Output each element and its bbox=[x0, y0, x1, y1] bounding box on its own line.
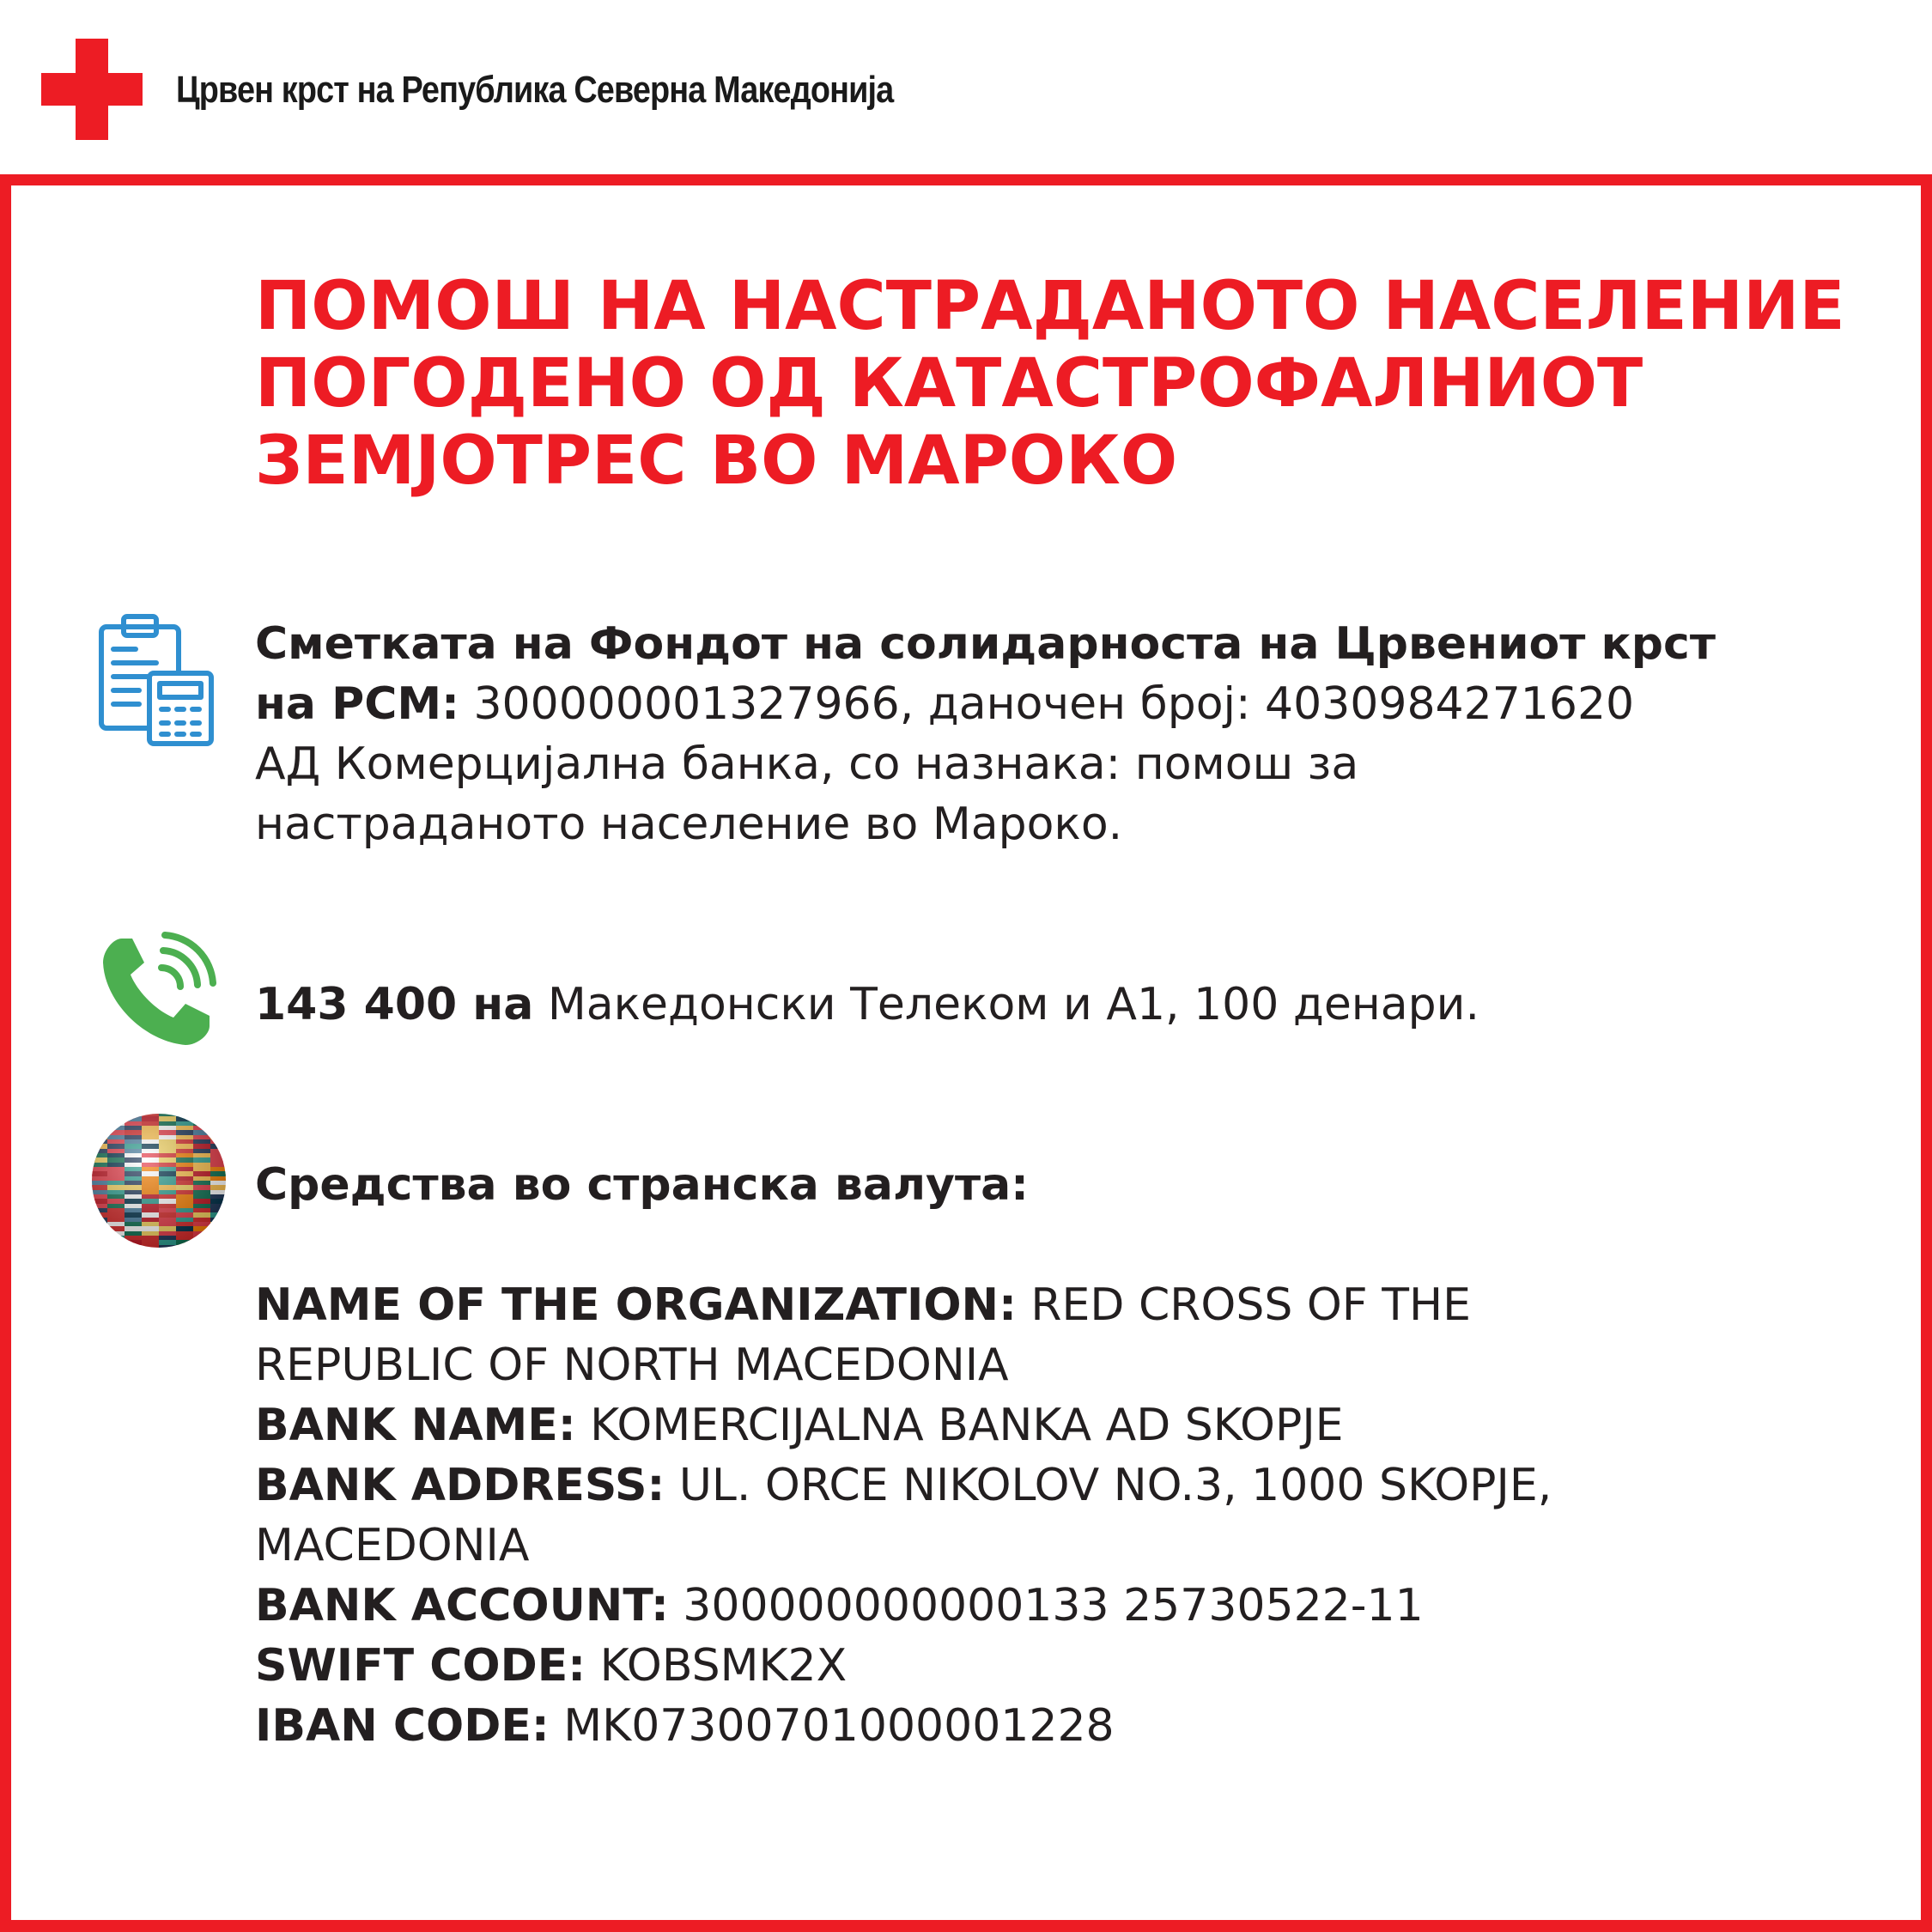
organization-name: Црвен крст на Република Северна Македонија bbox=[176, 69, 894, 111]
account-purpose: настраданото население во Мароко. bbox=[255, 799, 1123, 850]
title-line: ПОГОДЕНО ОД КАТАСТРОФАЛНИОТ bbox=[255, 345, 1643, 422]
sms-on-label: на bbox=[457, 979, 534, 1030]
clipboard-calculator-icon bbox=[96, 611, 216, 749]
account-bank: АД Комерцијална банка, со назнака: помош за bbox=[255, 738, 1359, 790]
flags-globe-icon bbox=[90, 1112, 228, 1249]
foreign-currency-info bbox=[255, 1155, 1869, 1215]
bank-name-value: KOMERCIJALNA BANKA AD SKOPJE bbox=[575, 1400, 1344, 1451]
bank-details bbox=[255, 1275, 1869, 1756]
title-line: ПОМОШ НА НАСТРАДАНОТО НАСЕЛЕНИЕ bbox=[255, 268, 1845, 345]
bank-account-value: 300000000000133 25730522-11 bbox=[668, 1580, 1424, 1631]
swift-code-value: KOBSMK2X bbox=[586, 1640, 848, 1692]
bank-address-value-cont: MACEDONIA bbox=[255, 1520, 530, 1571]
title-line: ЗЕМЈОТРЕС ВО МАРОКО bbox=[255, 422, 1178, 500]
phone-info bbox=[255, 975, 1869, 1035]
sms-number: 143 400 bbox=[255, 979, 458, 1030]
bank-address-value: UL. ORCE NIKOLOV NO.3, 1000 SKOPJE, bbox=[665, 1460, 1552, 1511]
bank-name-label: BANK NAME: bbox=[255, 1400, 576, 1451]
org-name-label: NAME OF THE ORGANIZATION: bbox=[255, 1279, 1017, 1331]
sms-details: Македонски Телеком и А1, 100 денари. bbox=[533, 979, 1480, 1030]
iban-code-value: MK07300701000001228 bbox=[549, 1700, 1115, 1752]
org-name-value-cont: REPUBLIC OF NORTH MACEDONIA bbox=[255, 1340, 1009, 1391]
account-number: 300000001327966, даночен број: 4030984271620 bbox=[459, 678, 1635, 730]
swift-code-label: SWIFT CODE: bbox=[255, 1640, 586, 1692]
page-title bbox=[255, 268, 1844, 500]
account-rsm-label: на РСМ: bbox=[255, 678, 459, 730]
bank-account-label: BANK ACCOUNT: bbox=[255, 1580, 669, 1631]
account-info bbox=[255, 614, 1869, 854]
foreign-heading: Средства во странска валута: bbox=[255, 1159, 1029, 1211]
bank-address-label: BANK ADDRESS: bbox=[255, 1460, 665, 1511]
iban-code-label: IBAN CODE: bbox=[255, 1700, 550, 1752]
red-cross-logo bbox=[41, 39, 143, 140]
org-name-value: RED CROSS OF THE bbox=[1016, 1279, 1471, 1331]
header bbox=[0, 0, 1932, 172]
phone-ringing-icon bbox=[96, 932, 216, 1052]
account-fund-label: Сметката на Фондот на солидарноста на Црвениот крст bbox=[255, 618, 1716, 670]
